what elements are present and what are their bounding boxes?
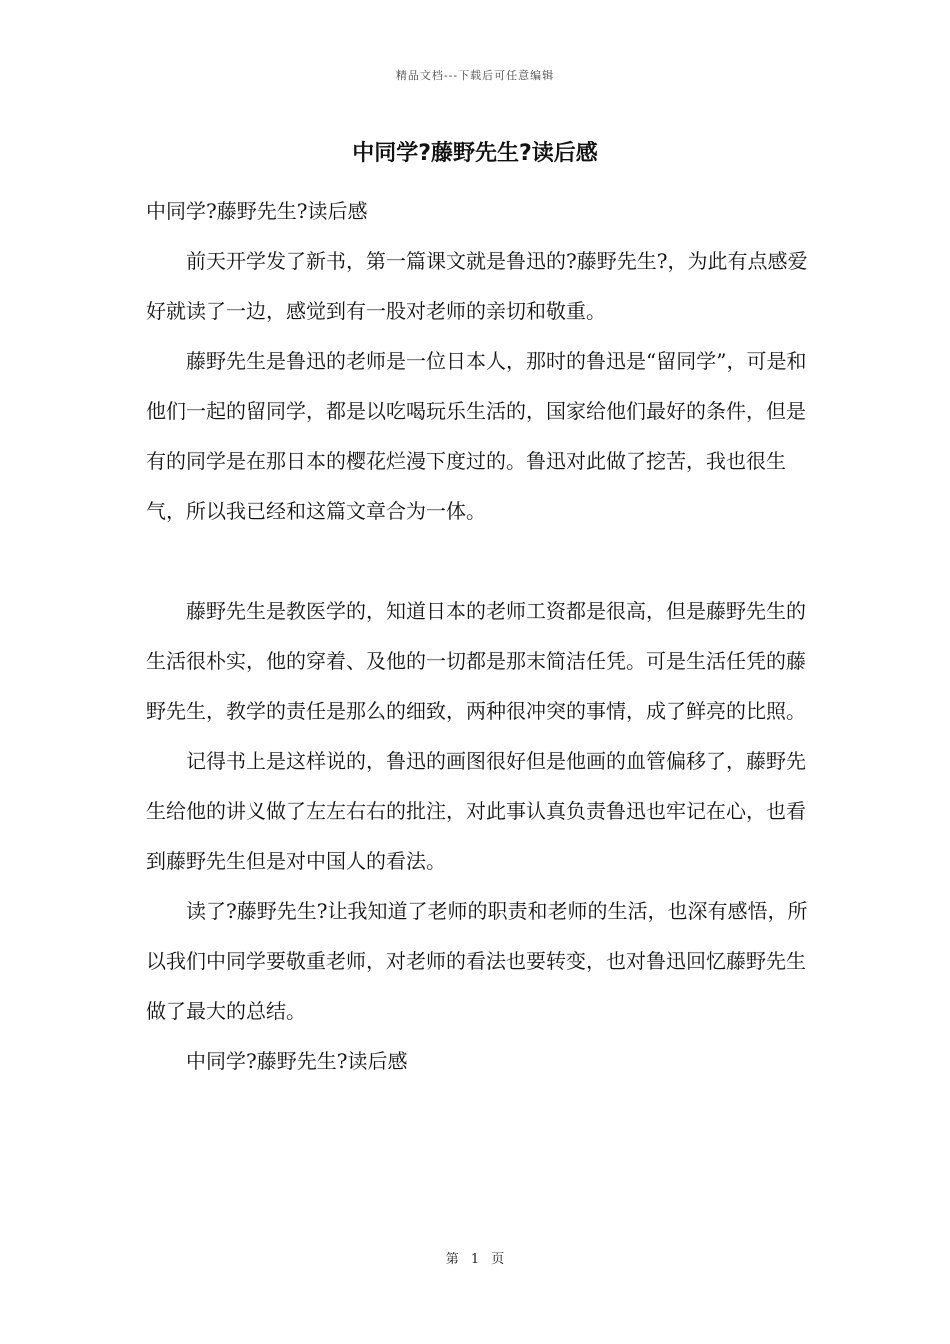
paragraph-3: 藤野先生是教医学的，知道日本的老师工资都是很高，但是藤野先生的生活很朴实，他的穿着、及他的一切都是那末简洁任凭。可是生活任凭的藤野先生，教学的责任是那么的细致，两种很冲突的事情，成了鲜亮的比照。 — [146, 599, 806, 723]
paragraph-5: 读了?藤野先生?让我知道了老师的职责和老师的生活，也深有感悟，所以我们中同学要敬重老师，对老师的看法也要转变，也对鲁迅回忆藤野先生做了最大的总结。 — [146, 899, 808, 1023]
page-prefix: 第 — [445, 1252, 459, 1267]
closing-line: 中同学?藤野先生?读后感 — [186, 1049, 408, 1073]
paragraph-gap — [146, 536, 810, 586]
page-suffix: 页 — [491, 1252, 505, 1267]
paragraph-1: 前天开学发了新书，第一篇课文就是鲁迅的?藤野先生?，为此有点感爱好就读了一边，感觉到有一股对老师的亲切和敬重。 — [146, 249, 808, 323]
document-title: 中同学?藤野先生?读后感 — [352, 141, 598, 166]
document-body — [146, 186, 810, 1086]
page-footer — [0, 1248, 950, 1267]
document-subtitle: 中同学?藤野先生?读后感 — [146, 199, 368, 223]
paragraph-2: 藤野先生是鲁迅的老师是一位日本人，那时的鲁迅是“留同学”，可是和他们一起的留同学，都是以吃喝玩乐生活的，国家给他们最好的条件，但是有的同学是在那日本的樱花烂漫下度过的。鲁迅对此做了挖苦，我也很生气，所以我已经和这篇文章合为一体。 — [146, 349, 807, 523]
header-note: 精品文档---下载后可任意编辑 — [395, 69, 555, 82]
page-number: 1 — [470, 1252, 480, 1267]
paragraph-4: 记得书上是这样说的，鲁迅的画图很好但是他画的血管偏移了，藤野先生给他的讲义做了左左右右的批注，对此事认真负责鲁迅也牢记在心，也看到藤野先生但是对中国人的看法。 — [146, 749, 806, 873]
